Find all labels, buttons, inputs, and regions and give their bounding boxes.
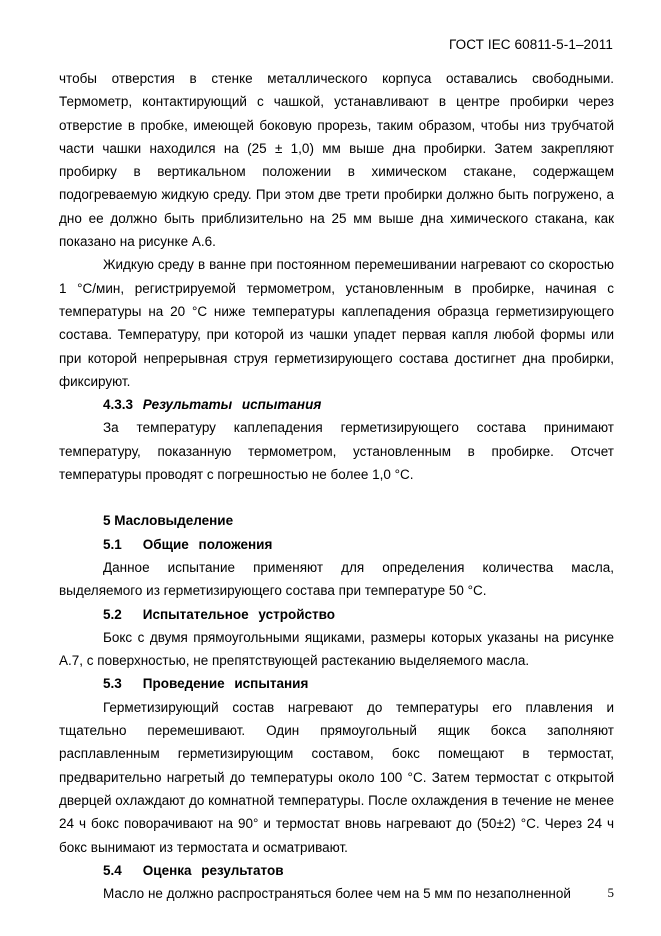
- heading-title: Общие положения: [142, 536, 273, 552]
- paragraph-apparatus: Бокс с двумя прямоугольными ящиками, размеры которых указаны на рисунке А.7, с поверхностью, не препятствующей растеканию выделяемого масла.: [59, 629, 614, 669]
- paragraph-general: Данное испытание применяют для определения количества масла, выделяемого из герметизирующего состава при температуре 50 °С.: [59, 559, 614, 599]
- document-body: [59, 67, 614, 905]
- paragraph-procedure: Герметизирующий состав нагревают до температуры его плавления и тщательно перемешивают. Один прямоугольный ящик бокса заполняют расплавленным герметизирующим составом, бокс помещают в термостат, предварительно нагретый до температуры около 100 °С. Затем термостат с открытой дверцей охлаждают до комнатной температуры. После охлаждения в течение не менее 24 ч бокс поворачивают на 90° и термостат вновь нагревают до (50±2) °С. Через 24 ч бокс вынимают из термостата и осматривают.: [59, 699, 614, 855]
- heading-title: Оценка результатов: [142, 862, 284, 878]
- heading-5-4: [59, 859, 614, 882]
- heading-number: 4.3.3: [103, 397, 134, 413]
- heading-4-3-3: [59, 393, 614, 416]
- document-header: ГОСТ IEC 60811-5-1–2011: [449, 37, 613, 52]
- paragraph-results: За температуру каплепадения герметизирующего состава принимают температуру, показанную термометром, установленным в пробирке. Отсчет температуры проводят с погрешностью не более 1,0 °С.: [59, 420, 614, 483]
- heading-title: Проведение испытания: [142, 676, 309, 692]
- heading-number: 5.2: [103, 606, 122, 622]
- paragraph-continuation: чтобы отверстия в стенке металлического корпуса оставались свободными. Термометр, контактирующий с чашкой, устанавливают в центре пробирки через отверстие в пробке, имеющей боковую прорезь, таким образом, чтобы низ трубчатой части чашки находился на (25 ± 1,0) мм выше дна пробирки. Затем закрепляют пробирку в вертикальном положении в химическом стакане, содержащем подогреваемую жидкую среду. При этом две трети пробирки должно быть погружено, а дно ее должно быть приблизительно на 25 мм выше дна химического стакана, как показано на рисунке А.6.: [59, 71, 614, 250]
- heading-5-2: [59, 603, 614, 626]
- paragraph-heating: Жидкую среду в ванне при постоянном перемешивании нагревают со скоростью 1 °С/мин, регистрируемой термометром, установленным в пробирке, начиная с температуры на 20 °С ниже температуры каплепадения образца герметизирующего состава. Температуру, при которой из чашки упадет первая капля любой формы или при которой непрерывная струя герметизирующего состава достигнет дна пробирки, фиксируют.: [59, 257, 614, 389]
- heading-number: 5.3: [103, 676, 122, 692]
- heading-number: 5.1: [103, 536, 122, 552]
- heading-number: 5.4: [103, 862, 122, 878]
- heading-section-5: 5 Масловыделение: [103, 513, 234, 529]
- heading-5-1: [59, 533, 614, 556]
- heading-title: Испытательное устройство: [142, 606, 336, 622]
- page-number: 5: [607, 885, 614, 900]
- heading-5-3: [59, 672, 614, 695]
- paragraph-evaluation: Масло не должно распространяться более чем на 5 мм по незаполненной: [103, 886, 571, 902]
- heading-title: Результаты испытания: [142, 397, 322, 413]
